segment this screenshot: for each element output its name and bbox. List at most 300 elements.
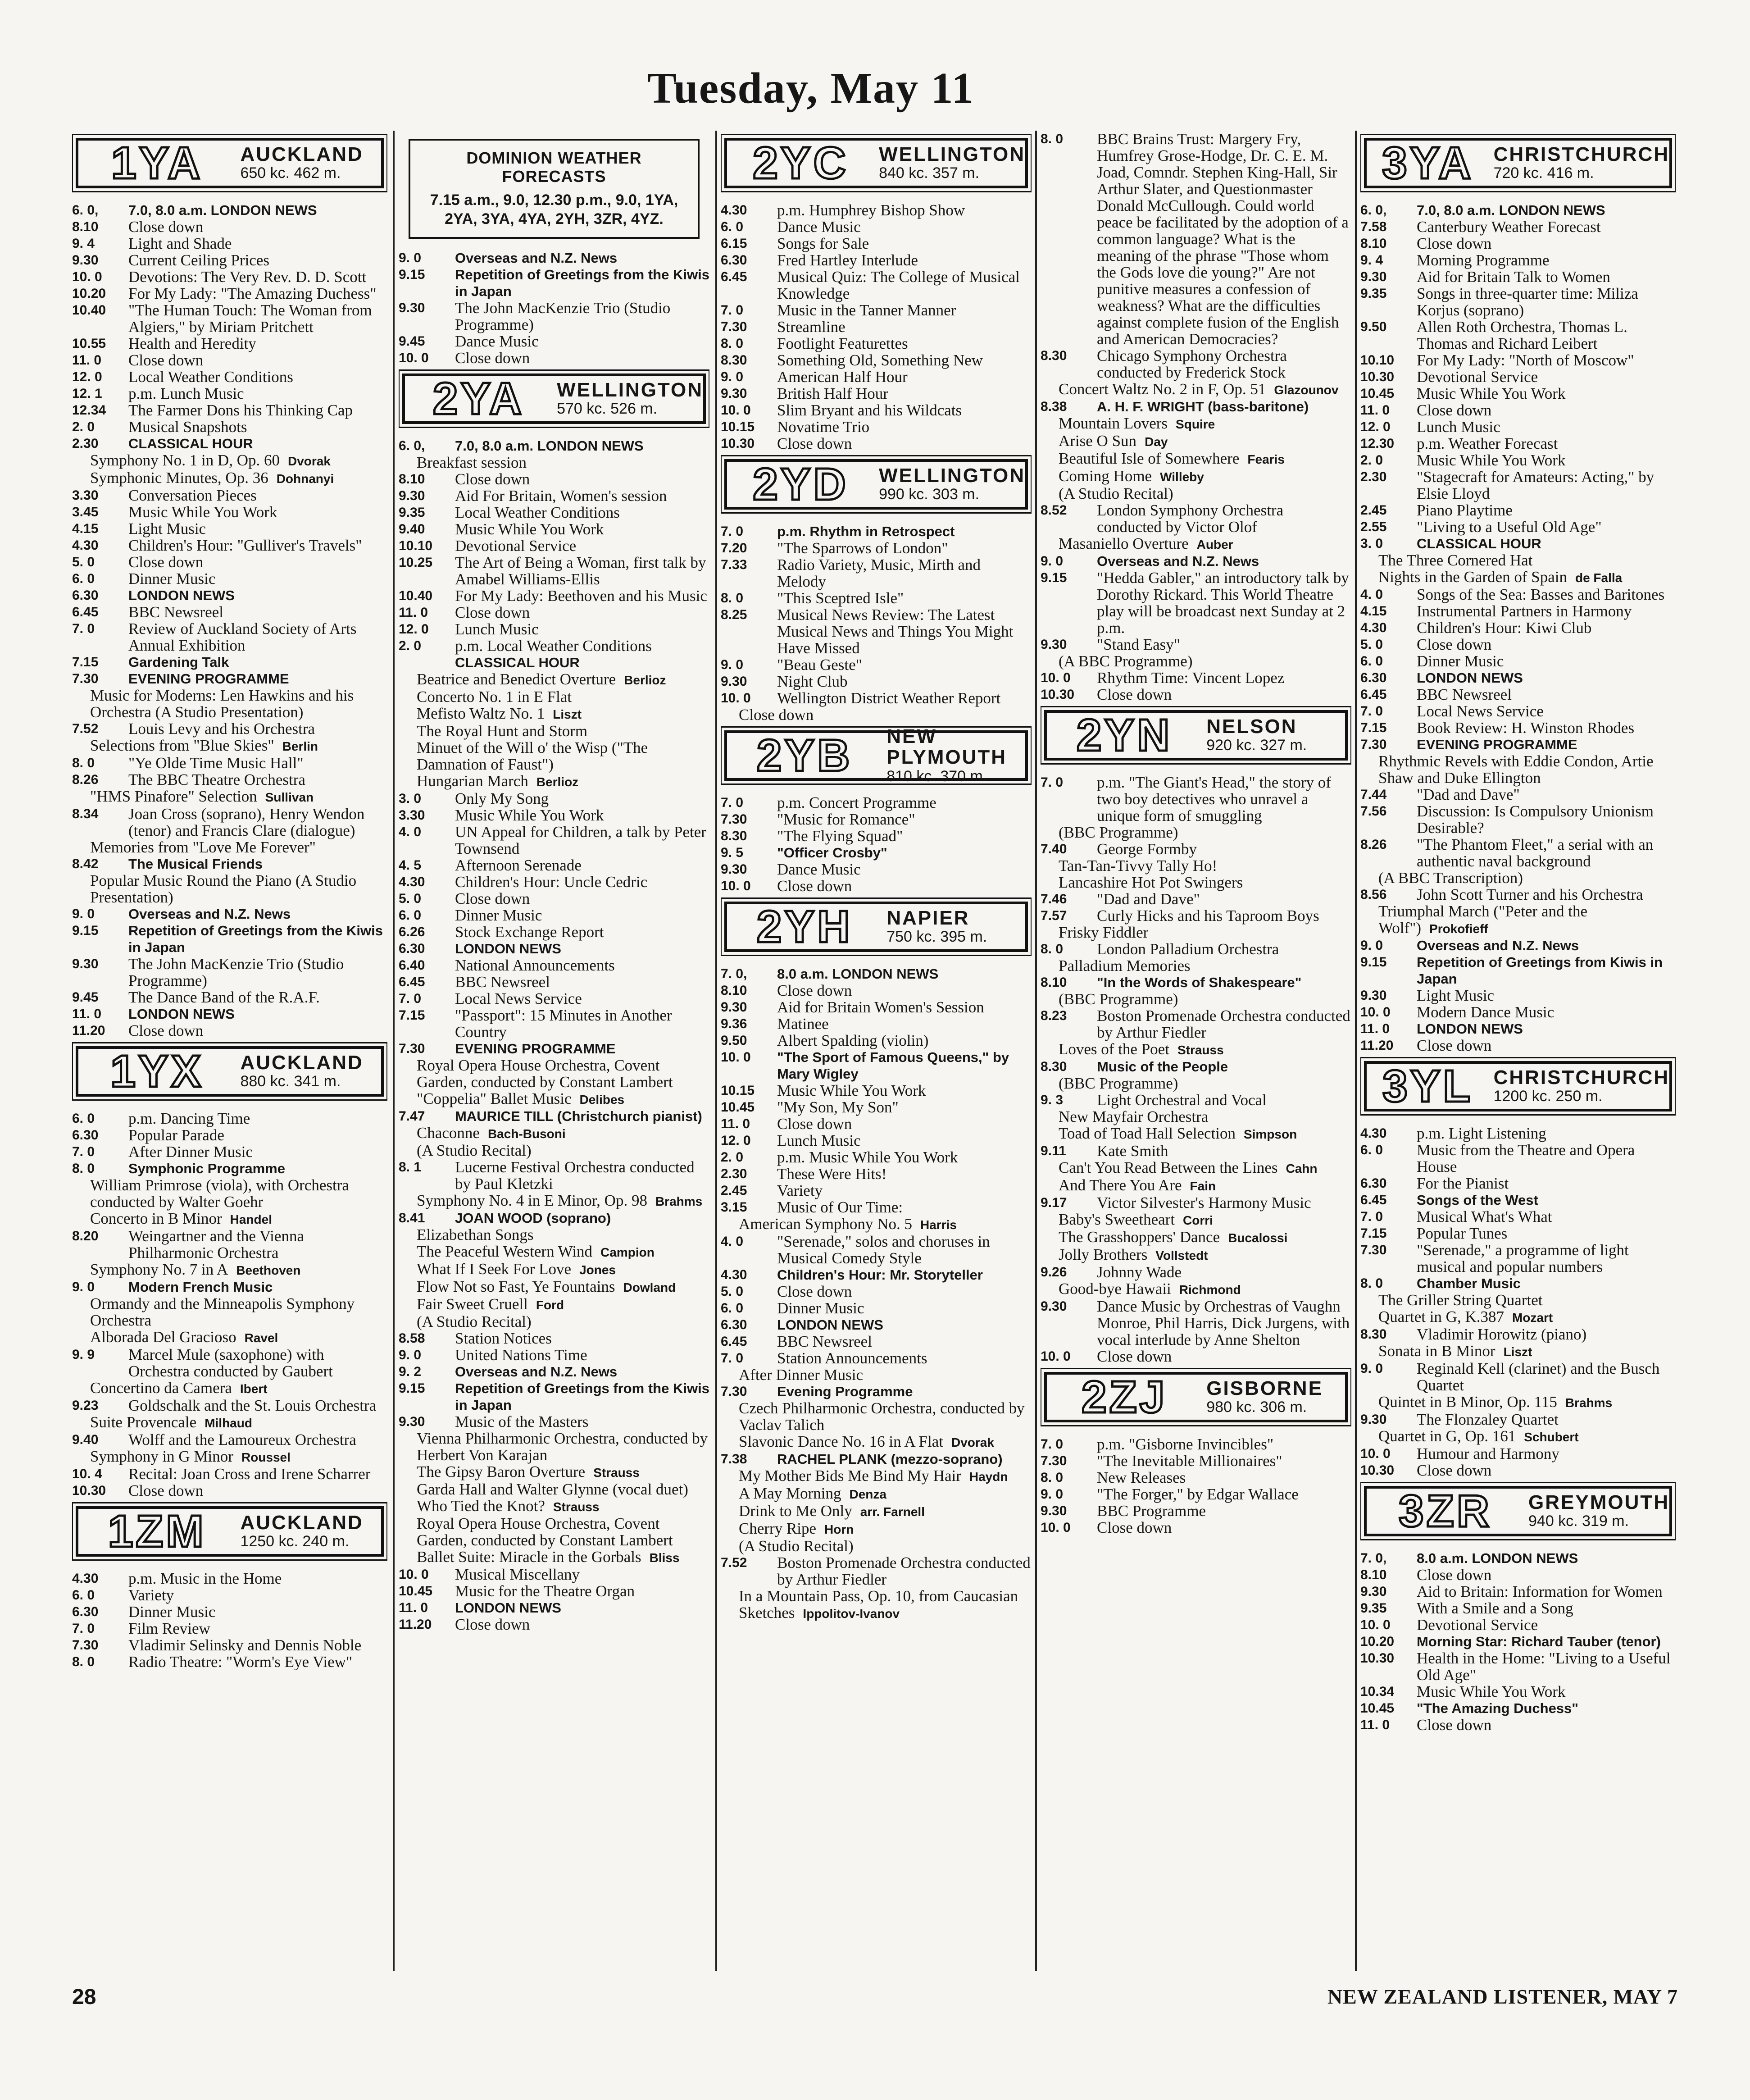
programme-time: 6.45 [721, 1334, 747, 1349]
programme-entry [721, 419, 1032, 435]
programme-entry [1360, 586, 1676, 603]
programme-entry [399, 1040, 709, 1057]
programme-time: 7.30 [399, 1041, 425, 1056]
programme-entry [399, 300, 709, 333]
programme-detail: The Royal Hunt and Storm [417, 722, 588, 740]
programme-time: 9. 3 [1041, 1093, 1064, 1107]
programme-title: Dinner Music [455, 906, 542, 924]
programme-title: Something Old, Something New [777, 351, 983, 369]
programme-subitem [1041, 1211, 1351, 1229]
composer-name: Bach-Busoni [487, 1126, 566, 1141]
weather-forecast-title: DOMINION WEATHER FORECASTS [466, 149, 642, 186]
station-header-3zr [1364, 1486, 1672, 1536]
programme-subitem [399, 1125, 709, 1142]
station-call-sign: 2ZJ [1081, 1372, 1168, 1422]
programme-time: 8. 0 [721, 336, 744, 351]
programme-time: 3.30 [399, 807, 425, 823]
programme-detail: In a Mountain Pass, Op. 10, from Caucasian Sketches [739, 1587, 1018, 1622]
programme-time: 8. 0 [72, 1654, 95, 1669]
programme-title: Victor Silvester's Harmony Music [1097, 1194, 1311, 1212]
programme-time: 9.30 [399, 1414, 425, 1429]
programme-time: 6.30 [721, 253, 747, 268]
programme-title: Close down [128, 218, 204, 236]
programme-entry [72, 1654, 387, 1670]
programme-entry [721, 1316, 1032, 1333]
programme-entry [1360, 1683, 1676, 1700]
station-header-2ya [402, 374, 706, 424]
programme-title: Afternoon Serenade [455, 856, 582, 874]
programme-entry [72, 856, 387, 872]
composer-name: Cahn [1286, 1162, 1318, 1175]
programme-time: 8. 0 [1041, 1470, 1064, 1485]
programme-entry [72, 720, 387, 737]
programme-subitem [399, 1261, 709, 1278]
programme-time: 10.45 [399, 1583, 433, 1599]
programme-subitem [399, 1498, 709, 1515]
programme-entry [1360, 402, 1676, 419]
programme-title: Radio Variety, Music, Mirth and Melody [777, 556, 981, 590]
programme-title: 7.0, 8.0 a.m. LONDON NEWS [455, 437, 644, 454]
magazine-footer: NEW ZEALAND LISTENER, MAY 7 [1327, 1985, 1678, 2008]
programme-time: 10.40 [399, 588, 433, 603]
programme-title: LONDON NEWS [128, 1006, 235, 1022]
programme-time: 7.40 [1041, 842, 1067, 856]
programme-time: 8.10 [1360, 236, 1387, 251]
programme-entry [1360, 1225, 1676, 1242]
programme-subitem [399, 1313, 709, 1330]
programme-title: LONDON NEWS [777, 1317, 883, 1333]
station-city: AUCKLAND [240, 1512, 364, 1534]
column-rule [715, 131, 717, 1971]
programme-entry [721, 302, 1032, 319]
programme-title: Stock Exchange Report [455, 923, 604, 941]
programme-entry [1041, 907, 1351, 924]
programme-title: Evening Programme [777, 1384, 913, 1399]
programme-entry [721, 656, 1032, 673]
programme-detail: Lancashire Hot Pot Swingers [1059, 874, 1243, 891]
programme-entry [721, 319, 1032, 335]
programme-entry [1041, 670, 1351, 686]
station-city: NAPIER [886, 907, 970, 929]
programme-time: 10.15 [721, 1083, 755, 1098]
programme-title: John Scott Turner and his Orchestra [1417, 886, 1643, 903]
programme-title: p.m. Humphrey Bishop Show [777, 201, 965, 219]
page-number: 28 [72, 1985, 96, 2009]
programme-title: 7.0, 8.0 a.m. LONDON NEWS [1417, 202, 1605, 218]
programme-time: 4.30 [721, 203, 747, 218]
programme-title: Music in the Tanner Manner [777, 301, 956, 319]
programme-time: 10. 0 [1360, 1617, 1391, 1632]
programme-title: "Beau Geste" [777, 656, 862, 674]
programme-title: Children's Hour: Uncle Cedric [455, 873, 648, 891]
programme-entry [721, 590, 1032, 606]
programme-subitem [1041, 1125, 1351, 1143]
programme-title: Local News Service [1417, 702, 1544, 720]
programme-entry [1360, 202, 1676, 219]
programme-subitem [1041, 924, 1351, 941]
programme-entry [1360, 620, 1676, 636]
composer-name: Vollstedt [1155, 1248, 1208, 1262]
programme-time: 7. 0 [1360, 704, 1383, 719]
programme-entry [721, 1082, 1032, 1099]
programme-detail: Coming Home [1059, 467, 1152, 485]
station-call-sign: 2YB [756, 730, 853, 781]
station-header-1zm [76, 1506, 384, 1557]
programme-time: 9.15 [399, 267, 425, 282]
programme-entry [1360, 219, 1676, 235]
programme-title: Station Announcements [777, 1349, 927, 1367]
programme-entry [1360, 987, 1676, 1004]
programme-time: 9.30 [399, 488, 425, 503]
programme-detail: Can't You Read Between the Lines [1059, 1159, 1278, 1176]
programme-detail: Czech Philharmonic Orchestra, conducted by Vaclav Talich [739, 1399, 1025, 1434]
programme-time: 6. 0, [399, 438, 425, 453]
programme-title: BBC Newsreel [455, 973, 550, 991]
programme-entry [399, 1347, 709, 1363]
programme-entry [72, 1587, 387, 1603]
programme-time: 12. 0 [1360, 419, 1391, 434]
programme-entry [72, 1620, 387, 1637]
programme-time: 10.45 [1360, 386, 1395, 401]
programme-entry [721, 1283, 1032, 1300]
programme-entry [399, 990, 709, 1007]
composer-name: Handel [230, 1212, 272, 1226]
programme-time: 6. 0 [72, 571, 95, 586]
programme-time: 12. 0 [721, 1133, 751, 1148]
programme-title: Repetition of Greetings from the Kiwis in Japan [455, 1380, 709, 1413]
station-info [236, 1509, 381, 1554]
programme-title: Musical Snapshots [128, 418, 247, 436]
programme-entry [1360, 603, 1676, 620]
programme-title: Popular Tunes [1417, 1225, 1508, 1242]
programme-detail: The Gipsy Baron Overture [417, 1462, 586, 1480]
programme-title: Close down [1417, 1462, 1492, 1479]
programme-entry [1360, 954, 1676, 987]
programme-time: 7. 0 [1041, 775, 1064, 790]
programme-detail: Concert Waltz No. 2 in F, Op. 51 [1059, 380, 1266, 398]
programme-title: Close down [1097, 1519, 1172, 1536]
programme-time: 12. 0 [399, 621, 429, 637]
programme-entry [1360, 1326, 1676, 1343]
programme-entry [721, 369, 1032, 385]
programme-subitem [1360, 753, 1676, 786]
programme-entry [721, 966, 1032, 982]
programme-title: Music While You Work [1417, 451, 1566, 469]
programme-title: "Ye Olde Time Music Hall" [128, 754, 304, 772]
programme-title: Music While You Work [455, 520, 604, 538]
column-1 [72, 131, 387, 1670]
programme-subitem [399, 1090, 709, 1108]
programme-time: 6.45 [72, 605, 99, 620]
programme-entry [72, 252, 387, 269]
programme-time: 9.23 [72, 1398, 99, 1413]
programme-title: Light Orchestral and Vocal [1097, 1091, 1267, 1109]
station-info [882, 904, 1025, 949]
programme-title: London Symphony Orchestra conducted by Victor Olof [1097, 501, 1284, 536]
programme-time: 7.30 [721, 319, 747, 334]
programme-title: After Dinner Music [128, 1143, 253, 1161]
programme-title: The Farmer Dons his Thinking Cap [128, 401, 353, 419]
programme-entry [399, 437, 709, 454]
programme-entry [399, 1159, 709, 1192]
programme-entry [72, 1006, 387, 1022]
programme-time: 10.30 [72, 1483, 106, 1498]
programme-time: 9. 0 [1041, 554, 1064, 569]
programme-time: 6.30 [72, 1604, 99, 1619]
programme-subitem [399, 1463, 709, 1481]
programme-detail: The Griller String Quartet [1378, 1291, 1543, 1309]
programme-title: Wolff and the Lamoureux Orchestra [128, 1431, 356, 1449]
programme-subitem [72, 1414, 387, 1431]
programme-entry [72, 1160, 387, 1177]
programme-detail: (A BBC Transcription) [1378, 869, 1523, 887]
programme-title: CLASSICAL HOUR [1417, 536, 1541, 551]
composer-name: Ibert [240, 1382, 268, 1396]
programme-subitem [399, 1057, 709, 1090]
programme-detail: Symphony No. 7 in A [90, 1261, 228, 1278]
programme-detail: Royal Opera House Orchestra, Covent Garden, conducted by Constant Lambert [417, 1056, 673, 1091]
programme-title: Canterbury Weather Forecast [1417, 218, 1601, 236]
programme-title: Dinner Music [777, 1299, 864, 1317]
programme-title: Close down [1097, 686, 1172, 703]
programme-detail: Ormandy and the Minneapolis Symphony Orchestra [90, 1295, 355, 1329]
composer-name: Auber [1196, 538, 1233, 551]
programme-title: Light Music [128, 520, 206, 538]
programme-time: 9.30 [1360, 988, 1387, 1003]
programme-title: p.m. Lunch Music [128, 385, 244, 402]
programme-subitem [399, 1243, 709, 1261]
programme-title: Station Notices [455, 1329, 552, 1347]
programme-entry [72, 269, 387, 285]
station-info [236, 1049, 381, 1094]
programme-time: 9.35 [399, 505, 425, 520]
programme-subitem [1360, 552, 1676, 569]
programme-entry [1041, 502, 1351, 535]
programme-title: Repetition of Greetings from Kiwis in Japan [1417, 954, 1663, 987]
programme-detail: Baby's Sweetheart [1059, 1211, 1175, 1228]
programme-entry [1360, 1600, 1676, 1617]
station-city: GISBORNE [1206, 1377, 1323, 1400]
programme-entry [1360, 1700, 1676, 1717]
station-header-2yc [724, 138, 1028, 188]
programme-detail: Who Tied the Knot? [417, 1497, 545, 1515]
programme-time: 11. 0 [1360, 1021, 1390, 1036]
programme-subitem [72, 1329, 387, 1346]
programme-time: 7.30 [1360, 1243, 1387, 1257]
programme-entry [721, 352, 1032, 369]
programme-detail: Masaniello Overture [1059, 535, 1189, 552]
station-city: AUCKLAND [240, 143, 364, 166]
programme-title: p.m. "Gisborne Invincibles" [1097, 1435, 1274, 1453]
programme-entry [1360, 1633, 1676, 1650]
programme-time: 10.25 [399, 555, 433, 570]
programme-detail: Popular Music Round the Piano (A Studio Presentation) [90, 872, 357, 906]
programme-entry [399, 1108, 709, 1125]
programme-time: 8.30 [1360, 1327, 1387, 1342]
station-call-sign: 1YA [111, 138, 203, 188]
programme-time: 9. 0 [1360, 938, 1383, 953]
programme-title: LONDON NEWS [1417, 1021, 1523, 1037]
programme-entry [721, 1333, 1032, 1350]
programme-time: 9. 0 [399, 250, 422, 265]
programme-time: 11.20 [399, 1617, 432, 1632]
programme-time: 11. 0 [399, 1600, 428, 1615]
programme-title: Repetition of Greetings from the Kiwis in Japan [128, 923, 383, 955]
programme-time: 4.30 [1360, 620, 1387, 635]
programme-title: Weingartner and the Vienna Philharmonic Orchestra [128, 1227, 304, 1262]
programme-time: 9.36 [721, 1016, 747, 1031]
programme-time: 7.52 [72, 721, 99, 736]
programme-subitem [72, 687, 387, 720]
programme-title: "Hedda Gabler," an introductory talk by Dorothy Rickard. This World Theatre play will be broadcast next Sunday at 2 p.m. [1097, 569, 1349, 637]
station-frequency: 920 kc. 327 m. [1206, 737, 1307, 754]
programme-title: "The Flying Squad" [777, 827, 903, 845]
programme-entry [1041, 1143, 1351, 1159]
programme-title: p.m. Music in the Home [128, 1570, 282, 1587]
programme-title: Close down [128, 351, 204, 369]
programme-title: Popular Parade [128, 1126, 224, 1144]
programme-time: 9.45 [399, 333, 425, 349]
programme-entry [1360, 319, 1676, 352]
programme-detail: Symphony in G Minor [90, 1448, 233, 1465]
programme-title: "This Sceptred Isle" [777, 589, 904, 607]
programme-entry [721, 252, 1032, 269]
composer-name: Strauss [553, 1499, 600, 1514]
programme-entry [399, 924, 709, 940]
programme-subitem [1041, 1229, 1351, 1246]
programme-title: Modern French Music [128, 1279, 273, 1295]
programme-title: LONDON NEWS [1417, 670, 1523, 686]
programme-title: Music of the People [1097, 1059, 1228, 1075]
programme-entry [1360, 1411, 1676, 1428]
weather-forecast-times: 7.15 a.m., 9.0, 12.30 p.m., 9.0, 1YA, 2YA, 3YA, 4YA, 2YH, 3ZR, 4YZ. [430, 191, 678, 228]
station-info [1489, 1064, 1669, 1109]
programme-title: Close down [455, 349, 530, 367]
programme-title: "Music for Romance" [777, 811, 915, 828]
programme-time: 9. 5 [721, 845, 744, 860]
composer-name: Brahms [655, 1194, 703, 1208]
programme-title: The Art of Being a Woman, first talk by Amabel Williams-Ellis [455, 553, 706, 588]
station-city: CHRISTCHURCH [1493, 1066, 1669, 1089]
programme-detail: Slavonic Dance No. 16 in A Flat [739, 1433, 943, 1450]
programme-title: Repetition of Greetings from the Kiwis in Japan [455, 266, 709, 299]
programme-time: 12.30 [1360, 436, 1395, 451]
programme-entry [1360, 703, 1676, 720]
programme-title: 7.0, 8.0 a.m. LONDON NEWS [128, 202, 317, 218]
programme-title: "In the Words of Shakespeare" [1097, 975, 1302, 990]
programme-title: Radio Theatre: "Worm's Eye View" [128, 1653, 353, 1670]
programme-title: The BBC Theatre Orchestra [128, 771, 305, 788]
programme-title: Chamber Music [1417, 1275, 1521, 1291]
programme-title: Lunch Music [777, 1132, 861, 1149]
programme-entry [721, 402, 1032, 419]
programme-entry [399, 350, 709, 366]
programme-detail: Beatrice and Benedict Overture [417, 670, 616, 688]
programme-subitem [1041, 415, 1351, 433]
station-frequency: 880 kc. 341 m. [240, 1073, 341, 1090]
programme-entry [1360, 1208, 1676, 1225]
programme-time: 10.40 [72, 303, 106, 318]
programme-entry [1041, 1007, 1351, 1041]
programme-time [399, 654, 455, 671]
programme-entry [72, 302, 387, 335]
programme-detail: Royal Opera House Orchestra, Covent Garden, conducted by Constant Lambert [417, 1514, 673, 1549]
programme-time: 9.30 [1041, 1299, 1067, 1314]
programme-time: 10. 0 [721, 879, 751, 893]
programme-entry [72, 1127, 387, 1143]
programme-entry [1360, 1567, 1676, 1583]
programme-title: Music for the Theatre Organ [455, 1582, 635, 1600]
programme-title: Louis Levy and his Orchestra [128, 720, 315, 738]
programme-title: Discussion: Is Compulsory Unionism Desirable? [1417, 802, 1654, 837]
programme-title: Conversation Pieces [128, 487, 257, 504]
programme-time: 10.30 [1360, 1463, 1395, 1478]
programme-time: 10.34 [1360, 1684, 1395, 1699]
composer-name: Brahms [1565, 1396, 1613, 1410]
programme-subitem [721, 1520, 1032, 1538]
programme-title: Dance Music [777, 218, 861, 236]
programme-subitem [1360, 569, 1676, 586]
programme-time: 6.40 [399, 957, 425, 973]
programme-time: 6. 0, [72, 203, 99, 218]
programme-detail: (BBC Programme) [1059, 990, 1178, 1008]
programme-subitem [1041, 1246, 1351, 1264]
programme-time: 6. 0 [1360, 1143, 1383, 1157]
programme-time: 12.34 [72, 403, 106, 418]
programme-subitem [1041, 1108, 1351, 1125]
programme-entry [721, 1383, 1032, 1400]
programme-title: p.m. Dancing Time [128, 1110, 250, 1127]
station-city: CHRISTCHURCH [1493, 143, 1669, 166]
programme-subitem [399, 1226, 709, 1243]
programme-title: "Living to a Useful Old Age" [1417, 518, 1602, 536]
programme-entry [1360, 352, 1676, 369]
programme-title: "Serenade," solos and choruses in Musical Comedy Style [777, 1233, 990, 1267]
programme-subitem [721, 1485, 1032, 1503]
programme-subitem [1360, 1292, 1676, 1308]
programme-time: 10. 0 [721, 403, 751, 418]
composer-name: Dvorak [288, 454, 331, 468]
programme-time: 10.30 [1360, 369, 1395, 384]
composer-name: Liszt [553, 707, 582, 721]
programme-time: 6. 0 [1360, 654, 1383, 669]
programme-detail: Suite Provencale [90, 1413, 197, 1431]
programme-time: 10. 0 [1041, 1349, 1071, 1364]
programme-entry [721, 606, 1032, 656]
programme-time: 9. 0 [1041, 1487, 1064, 1502]
programme-time: 7.30 [72, 1638, 99, 1653]
programme-detail: "HMS Pinafore" Selection [90, 788, 257, 805]
programme-entry [721, 1116, 1032, 1132]
programme-detail: Fair Sweet Cruell [417, 1295, 528, 1313]
programme-detail: (A Studio Recital) [739, 1537, 854, 1555]
programme-entry [72, 620, 387, 654]
programme-detail: Breakfast session [417, 453, 527, 471]
programme-time: 9. 2 [399, 1364, 422, 1379]
programme-entry [399, 1330, 709, 1347]
column-2 [399, 131, 709, 1633]
programme-title: Joan Cross (soprano), Henry Wendon (tenor) and Francis Clare (dialogue) [128, 805, 365, 839]
programme-time: 4.30 [399, 874, 425, 889]
programme-entry [399, 471, 709, 487]
programme-title: Health and Heredity [128, 335, 256, 352]
programme-entry [72, 1466, 387, 1482]
programme-title: Songs of the Sea: Basses and Baritones [1417, 586, 1665, 603]
programme-title: "Stagecraft for Amateurs: Acting," by Elsie Lloyd [1417, 468, 1655, 502]
programme-title: p.m. Concert Programme [777, 794, 936, 811]
programme-title: p.m. Weather Forecast [1417, 435, 1558, 452]
programme-time: 10. 0 [1041, 1520, 1071, 1535]
